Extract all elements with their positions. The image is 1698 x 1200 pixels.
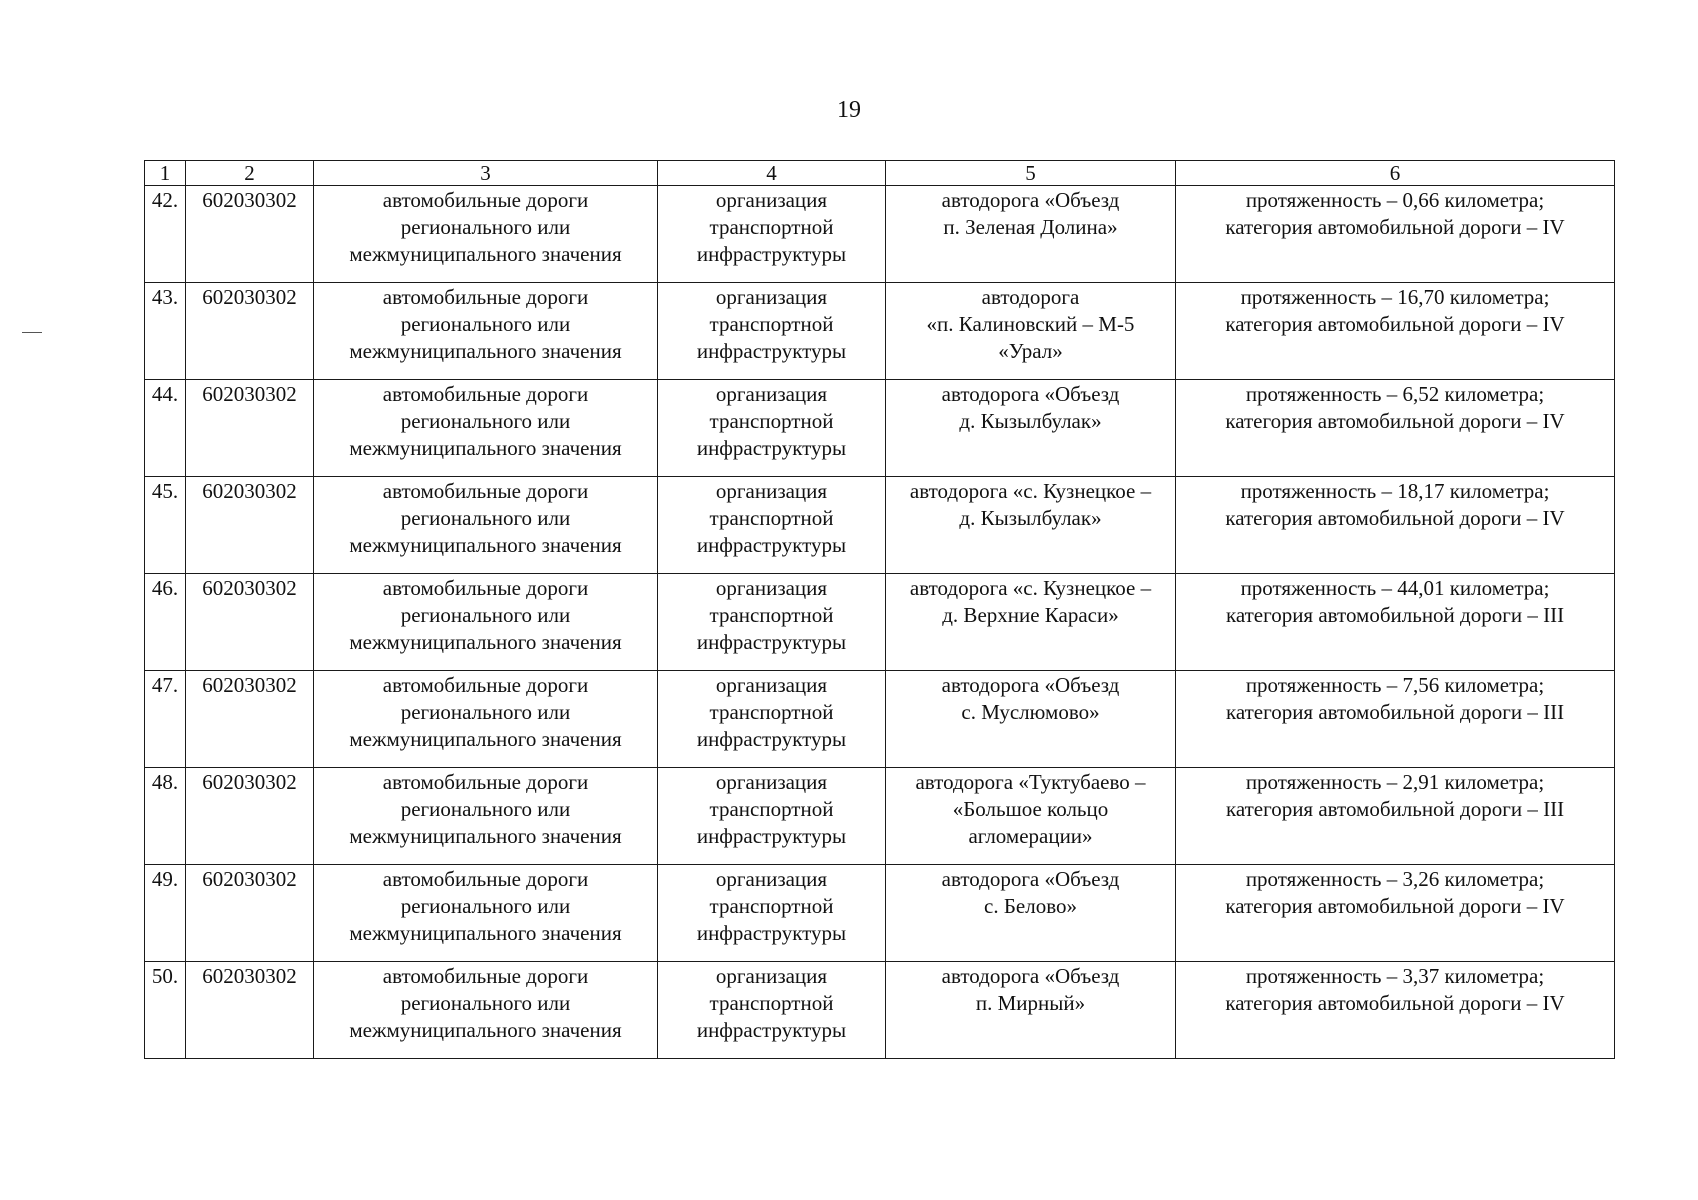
object-name: автодорога «Объезд п. Мирный»: [886, 962, 1176, 1059]
object-purpose: организация транспортной инфраструктуры: [658, 380, 886, 477]
object-type: автомобильные дороги регионального или межмуниципального значения: [314, 574, 658, 671]
row-code: 602030302: [186, 865, 314, 962]
table-row: [145, 962, 1615, 1059]
object-type: автомобильные дороги регионального или межмуниципального значения: [314, 186, 658, 283]
object-purpose: организация транспортной инфраструктуры: [658, 477, 886, 574]
object-characteristics: протяженность – 7,56 километра; категория автомобильной дороги – III: [1176, 671, 1615, 768]
road-registry-table: [144, 160, 1615, 1059]
object-type: автомобильные дороги регионального или межмуниципального значения: [314, 865, 658, 962]
row-number: 44.: [145, 380, 186, 477]
row-number: 45.: [145, 477, 186, 574]
object-characteristics: протяженность – 6,52 километра; категория автомобильной дороги – IV: [1176, 380, 1615, 477]
table-header-row: [145, 161, 1615, 186]
object-characteristics: протяженность – 16,70 километра; категория автомобильной дороги – IV: [1176, 283, 1615, 380]
object-type: автомобильные дороги регионального или межмуниципального значения: [314, 962, 658, 1059]
object-characteristics: протяженность – 2,91 километра; категория автомобильной дороги – III: [1176, 768, 1615, 865]
table-row: [145, 283, 1615, 380]
object-characteristics: протяженность – 18,17 километра; категория автомобильной дороги – IV: [1176, 477, 1615, 574]
column-header: 2: [186, 161, 314, 186]
object-type: автомобильные дороги регионального или межмуниципального значения: [314, 477, 658, 574]
row-number: 48.: [145, 768, 186, 865]
object-type: автомобильные дороги регионального или межмуниципального значения: [314, 283, 658, 380]
object-purpose: организация транспортной инфраструктуры: [658, 962, 886, 1059]
object-name: автодорога «Объезд с. Муслюмово»: [886, 671, 1176, 768]
object-characteristics: протяженность – 44,01 километра; категория автомобильной дороги – III: [1176, 574, 1615, 671]
object-type: автомобильные дороги регионального или межмуниципального значения: [314, 380, 658, 477]
object-purpose: организация транспортной инфраструктуры: [658, 186, 886, 283]
table-row: [145, 865, 1615, 962]
row-number: 46.: [145, 574, 186, 671]
object-type: автомобильные дороги регионального или межмуниципального значения: [314, 671, 658, 768]
object-characteristics: протяженность – 0,66 километра; категория автомобильной дороги – IV: [1176, 186, 1615, 283]
row-number: 49.: [145, 865, 186, 962]
table-row: [145, 477, 1615, 574]
table-row: [145, 768, 1615, 865]
column-header: 5: [886, 161, 1176, 186]
object-name: автодорога «Объезд д. Кызылбулак»: [886, 380, 1176, 477]
object-purpose: организация транспортной инфраструктуры: [658, 574, 886, 671]
object-name: автодорога «с. Кузнецкое – д. Кызылбулак»: [886, 477, 1176, 574]
object-name: автодорога «п. Калиновский – М-5 «Урал»: [886, 283, 1176, 380]
object-name: автодорога «Туктубаево – «Большое кольцо агломерации»: [886, 768, 1176, 865]
object-name: автодорога «с. Кузнецкое – д. Верхние Караси»: [886, 574, 1176, 671]
column-header: 4: [658, 161, 886, 186]
table-row: [145, 186, 1615, 283]
row-code: 602030302: [186, 962, 314, 1059]
table-row: [145, 380, 1615, 477]
column-header: 1: [145, 161, 186, 186]
column-header: 6: [1176, 161, 1615, 186]
row-number: 50.: [145, 962, 186, 1059]
page-number: 19: [837, 97, 861, 123]
margin-mark: [22, 332, 42, 333]
row-code: 602030302: [186, 477, 314, 574]
row-code: 602030302: [186, 768, 314, 865]
row-number: 43.: [145, 283, 186, 380]
object-purpose: организация транспортной инфраструктуры: [658, 283, 886, 380]
row-code: 602030302: [186, 186, 314, 283]
column-header: 3: [314, 161, 658, 186]
row-code: 602030302: [186, 380, 314, 477]
object-purpose: организация транспортной инфраструктуры: [658, 671, 886, 768]
row-number: 42.: [145, 186, 186, 283]
object-type: автомобильные дороги регионального или межмуниципального значения: [314, 768, 658, 865]
object-name: автодорога «Объезд п. Зеленая Долина»: [886, 186, 1176, 283]
object-characteristics: протяженность – 3,37 километра; категория автомобильной дороги – IV: [1176, 962, 1615, 1059]
table-row: [145, 574, 1615, 671]
table-row: [145, 671, 1615, 768]
row-code: 602030302: [186, 574, 314, 671]
object-characteristics: протяженность – 3,26 километра; категория автомобильной дороги – IV: [1176, 865, 1615, 962]
object-purpose: организация транспортной инфраструктуры: [658, 768, 886, 865]
table-body: [145, 186, 1615, 1059]
object-purpose: организация транспортной инфраструктуры: [658, 865, 886, 962]
row-code: 602030302: [186, 671, 314, 768]
row-code: 602030302: [186, 283, 314, 380]
row-number: 47.: [145, 671, 186, 768]
object-name: автодорога «Объезд с. Белово»: [886, 865, 1176, 962]
